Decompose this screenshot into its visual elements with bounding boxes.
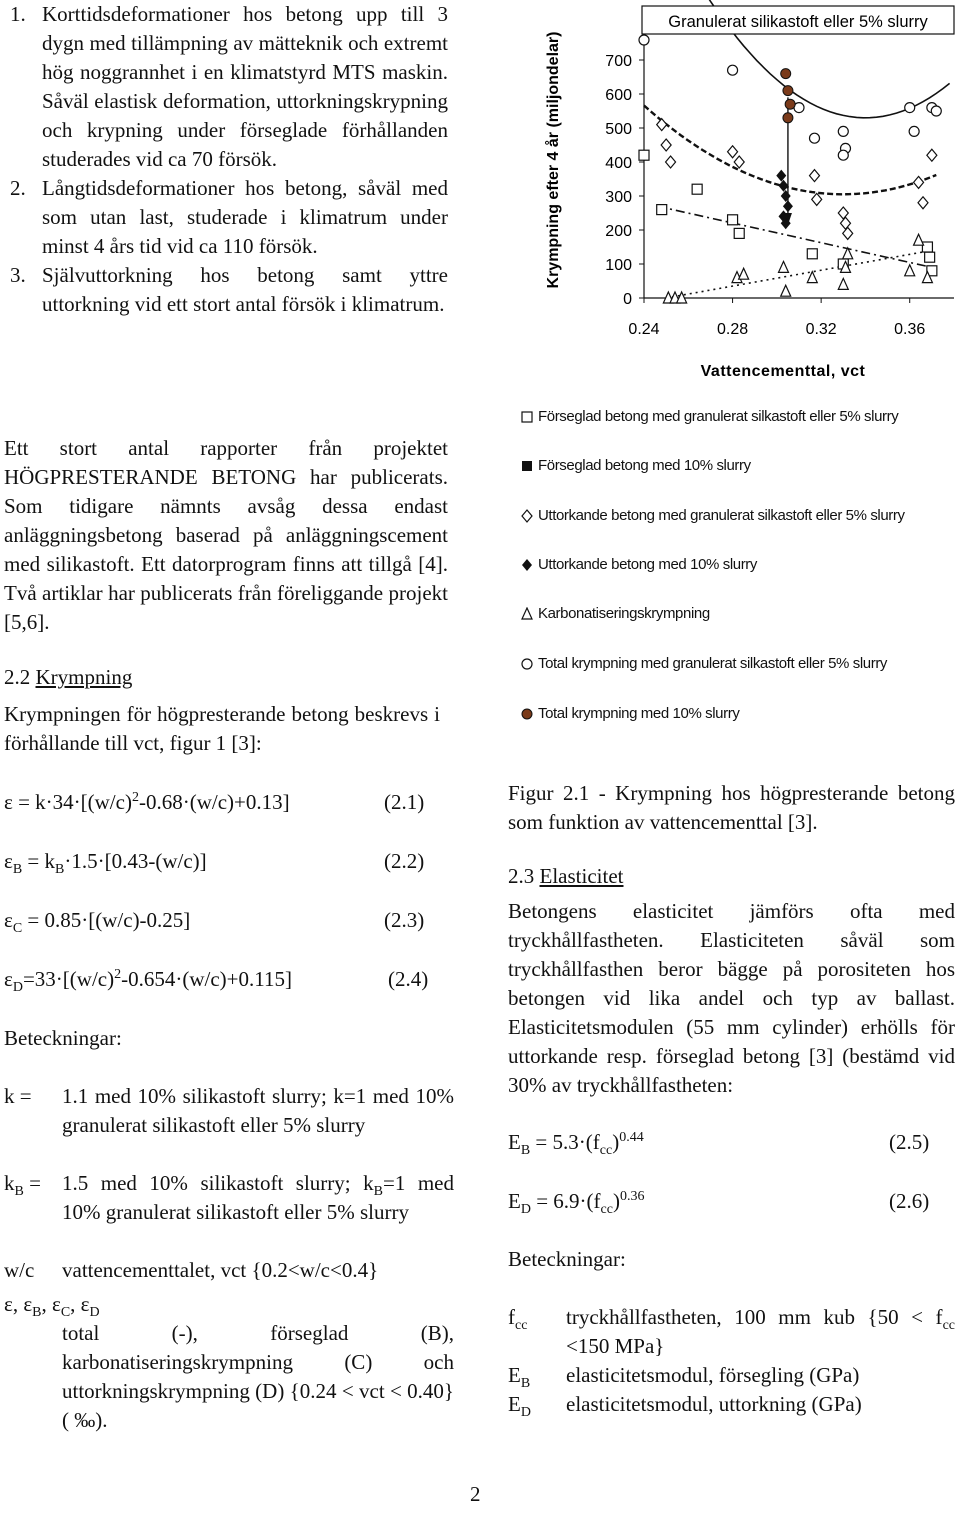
marker-diamond-filled	[779, 180, 789, 192]
marker-circle-filled	[783, 86, 793, 96]
y-tick-label: 200	[605, 223, 632, 240]
marker-square-open	[692, 184, 702, 194]
list-item: 1. Korttidsdeformationer hos betong upp till 3 dygn med tillämpning av mätteknik och extremt hög noggrannhet i en klimatstyrd MTS maskin. Såväl elastisk deformation, uttorkningskrypning och krypning under förseglade förhållanden studerades vid ca 70 försök.	[10, 2, 448, 171]
figure-caption: Figur 2.1 - Krympning hos högpresterande betong som funktion av vattencementtal [3].	[508, 781, 955, 834]
equation-2-6: $E_D = 6.9\cdot(f_{cc})^{0.36}$ (2.6)	[508, 1189, 930, 1218]
legend-label: Förseglad betong med granulerat silkastoft eller 5% slurry	[538, 408, 899, 425]
marker-triangle-open	[739, 268, 749, 279]
definition-eb: $E_B$ elasticitetsmodul, försegling (GPa)	[508, 1363, 860, 1392]
y-axis-label: Krympning efter 4 år (miljondelar)	[545, 31, 562, 289]
definition-wc: w/c vattencementtalet, vct {0.2<w/c<0.4}	[4, 1258, 379, 1282]
marker-circle-open	[905, 103, 915, 113]
y-tick-label: 100	[605, 257, 632, 274]
paragraph-krympning: Krympningen för högpresterande betong beskrevs i förhållande till vct, figur 1 [3]:	[4, 702, 440, 755]
marker-square-open	[522, 412, 532, 422]
equation-2-4: $\varepsilon_D=33\cdot[(w/c)^2-0.654\cdot(w/c)+0.115]$ (2.4)	[4, 967, 429, 996]
legend-marker	[520, 558, 534, 572]
legend-label: Total krympning med 10% slurry	[538, 705, 740, 722]
curve-carbonation	[666, 250, 932, 298]
legend-label: Karbonatiseringskrympning	[538, 605, 710, 622]
marker-diamond-open	[914, 176, 924, 188]
marker-diamond-filled	[776, 170, 786, 182]
legend-marker	[520, 657, 534, 671]
marker-circle-open	[909, 126, 919, 136]
beteckningar-label-right: Beteckningar:	[508, 1247, 626, 1271]
list-item: 2. Långtidsdeformationer hos betong, såväl med som utan last, studerade i klimatrum under minst 4 års tid vid ca 110 försök.	[10, 176, 448, 258]
marker-circle-filled	[783, 113, 793, 123]
marker-diamond-open	[838, 207, 848, 219]
marker-triangle-open	[781, 285, 791, 296]
marker-diamond-filled	[783, 200, 793, 212]
marker-diamond-open	[661, 139, 671, 151]
list-item: 3. Självuttorkning hos betong samt yttre uttorkning vid ett stort antal försök i klimatrum.	[10, 263, 448, 316]
marker-circle-filled	[785, 99, 795, 109]
definition-kb: $k_B$ = 1.5 med 10% silikastoft slurry; $k_B=1$ med 10% granulerat silikastoft eller 5% slurry	[4, 1171, 454, 1224]
legend-marker	[520, 410, 534, 424]
marker-diamond-filled	[781, 190, 791, 202]
marker-diamond-open	[812, 193, 822, 205]
marker-square-open	[734, 228, 744, 238]
definition-k: k = 1.1 med 10% silikastoft slurry; k=1 med 10% granulerat silikastoft eller 5% slurry	[4, 1084, 454, 1137]
y-tick-label: 400	[605, 155, 632, 172]
marker-diamond-open	[810, 170, 820, 182]
definition-fcc: $f_{cc}$ tryckhållfastheten, 100 mm kub {$50 < f_{cc} <150$ MPa}	[508, 1305, 955, 1358]
marker-diamond-open	[843, 227, 853, 239]
marker-diamond-open	[728, 146, 738, 158]
axis-ticks	[605, 53, 925, 338]
legend-label: Förseglad betong med 10% slurry	[538, 457, 751, 474]
definition-ed: $E_D$ elasticitetsmodul, uttorkning (GPa)	[508, 1392, 862, 1421]
equation-2-3: $\varepsilon_C = 0.85\cdot[(w/c)-0.25]$ (2.3)	[4, 908, 425, 937]
y-tick-label: 500	[605, 121, 632, 138]
legend-label: Uttorkande betong med 10% slurry	[538, 556, 757, 573]
data-points	[639, 35, 941, 303]
legend-marker	[520, 707, 534, 721]
marker-diamond-open	[734, 156, 744, 168]
marker-diamond-filled	[522, 559, 532, 571]
marker-circle-open	[728, 65, 738, 75]
y-tick-label: 700	[605, 53, 632, 70]
y-tick-label: 300	[605, 189, 632, 206]
marker-diamond-open	[522, 510, 532, 522]
marker-square-open	[657, 205, 667, 215]
marker-diamond-open	[657, 119, 667, 131]
equation-2-2: $\varepsilon_B = k_B\cdot 1.5\cdot[0.43-(w/c)]$ (2.2)	[4, 849, 425, 878]
marker-triangle-open	[905, 265, 915, 276]
marker-triangle-open	[914, 234, 924, 245]
marker-diamond-open	[918, 197, 928, 209]
y-tick-label: 600	[605, 87, 632, 104]
marker-triangle-open	[522, 608, 532, 619]
equation-2-1: $\varepsilon = k\cdot 34\cdot[(w/c)^2-0.68\cdot(w/c)+0.13]$ (2.1)	[4, 790, 425, 814]
legend-label: Total krympning med granulerat silkastoft eller 5% slurry	[538, 655, 888, 672]
marker-triangle-open	[838, 278, 848, 289]
marker-square-open	[807, 249, 817, 259]
marker-circle-open	[838, 150, 848, 160]
definition-epsilon: ε, $\varepsilon_B$, $\varepsilon_C$, $\varepsilon_D$ total (-), förseglad (B), karbonatiseringskrympning (C) och uttorkningskrympning (D) {0.24 < vct < 0.40} ( ‰).	[4, 1292, 454, 1432]
marker-diamond-open	[927, 149, 937, 161]
marker-square-open	[925, 252, 935, 262]
x-tick-label: 0.32	[805, 321, 837, 338]
y-tick-label: 0	[623, 291, 632, 308]
marker-square-filled	[522, 461, 532, 471]
legend-marker	[520, 459, 534, 473]
plot-frame	[644, 28, 954, 298]
marker-circle-open	[639, 35, 649, 45]
equation-2-5: $E_B = 5.3\cdot(f_{cc})^{0.44}$ (2.5)	[508, 1130, 930, 1159]
x-tick-label: 0.24	[628, 321, 660, 338]
paragraph-reports: Ett stort antal rapporter från projektet HÖGPRESTERANDE BETONG har publicerats. Som tidigare nämnts avsåg dessa endast anläggningsbetong baserad på anläggningscement med silikastoft. Ett datorprogram finns att tillgå [4]. Två artiklar har publicerats från föreliggande projekt [5,6].	[4, 436, 448, 634]
marker-circle-open	[810, 133, 820, 143]
marker-square-open	[639, 150, 649, 160]
marker-circle-open	[522, 659, 532, 669]
chart-title: Granulerat silikastoft eller 5% slurry	[668, 13, 928, 31]
section-heading-2-2: 2.2 Krympning	[4, 665, 133, 689]
legend-marker	[520, 509, 534, 523]
intro-numbered-list	[4, 0, 448, 319]
x-tick-label: 0.28	[717, 321, 749, 338]
marker-circle-filled	[522, 709, 532, 719]
marker-square-open	[922, 242, 932, 252]
page-number: 2	[470, 1482, 481, 1506]
legend-label: Uttorkande betong med granulerat silkastoft eller 5% slurry	[538, 507, 905, 524]
paragraph-elasticitet: Betongens elasticitet jämförs ofta med tryckhållfastheten. Elasticiteten såväl som tryckhållfasthen beror bägge på porositeten hos betongen vid lika andel och typ av ballast. Elasticitetsmodulen (55 mm cylinder) erhölls för uttorkande resp. förseglad betong [3] (bestämd vid 30% av tryckhållfastheten:	[508, 899, 955, 1097]
x-tick-label: 0.36	[894, 321, 926, 338]
legend-marker	[520, 607, 534, 621]
x-axis-label: Vattencementtal, vct	[700, 363, 866, 380]
beteckningar-label-left: Beteckningar:	[4, 1026, 122, 1050]
shrinkage-scatter-chart	[518, 0, 960, 385]
marker-diamond-open	[666, 156, 676, 168]
trend-curves	[644, 0, 950, 298]
section-heading-2-3: 2.3 Elasticitet	[508, 864, 624, 888]
marker-circle-open	[838, 126, 848, 136]
marker-diamond-open	[841, 217, 851, 229]
marker-triangle-open	[779, 261, 789, 272]
marker-circle-filled	[781, 69, 791, 79]
marker-square-open	[728, 215, 738, 225]
marker-circle-open	[931, 106, 941, 116]
